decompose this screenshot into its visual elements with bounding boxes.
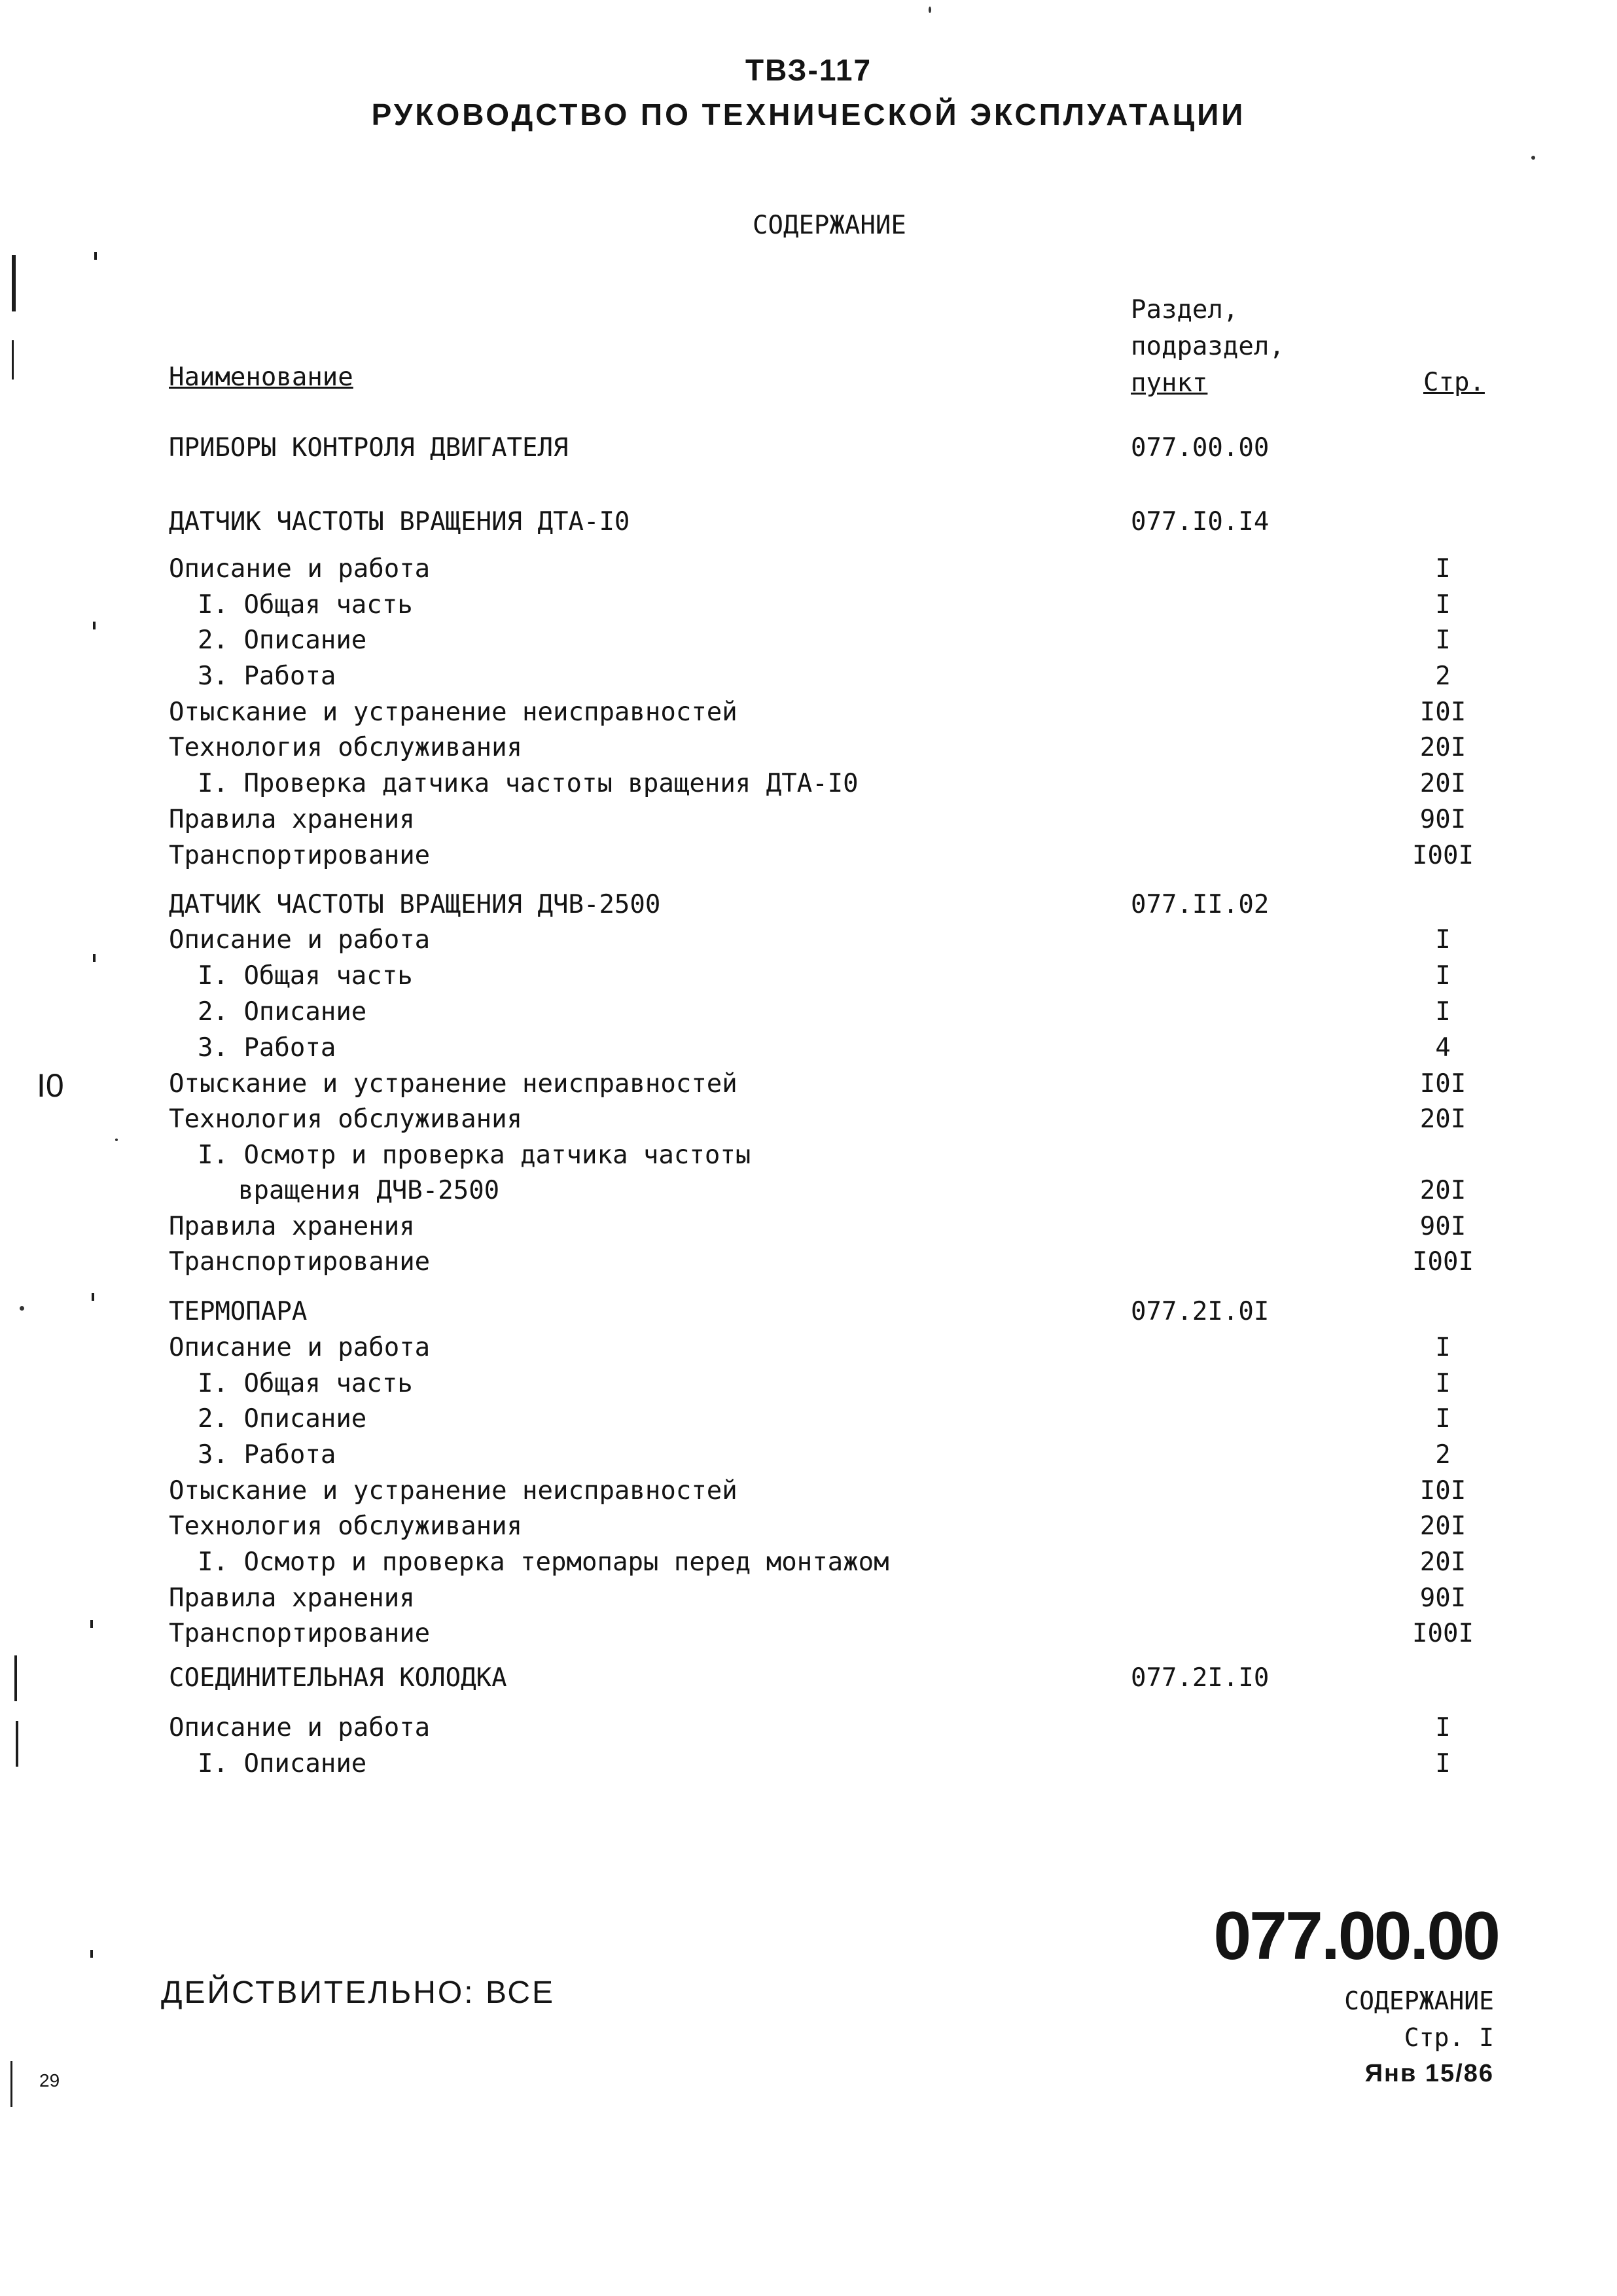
toc-row <box>0 925 1617 958</box>
toc-page: I0I <box>1419 1476 1466 1506</box>
toc-row <box>0 1069 1617 1102</box>
toc-page: I <box>1435 997 1451 1027</box>
toc-row <box>0 1297 1617 1330</box>
toc-title: I. Общая часть <box>198 1369 413 1398</box>
scan-edge-mark <box>12 340 14 380</box>
toc-page: 2 <box>1435 662 1451 691</box>
toc-row <box>0 433 1617 466</box>
toc-page: I <box>1435 1369 1451 1398</box>
toc-title: I. Описание <box>198 1749 367 1778</box>
toc-row <box>0 769 1617 802</box>
toc-title: СОЕДИНИТЕЛЬНАЯ КОЛОДКА <box>169 1663 507 1693</box>
toc-title: 3. Работа <box>198 1033 336 1063</box>
toc-title: I. Общая часть <box>198 961 413 991</box>
toc-section: 077.00.00 <box>1131 433 1270 463</box>
toc-row <box>0 1619 1617 1651</box>
toc-page: I0I <box>1419 1069 1466 1099</box>
footer-page-label: Стр. I <box>1404 2023 1494 2052</box>
toc-section: 077.II.02 <box>1131 890 1270 919</box>
toc-page: I <box>1435 626 1451 655</box>
toc-row <box>0 1663 1617 1696</box>
toc-row <box>0 1176 1617 1209</box>
toc-title: 2. Описание <box>198 626 367 655</box>
toc-page: 4 <box>1435 1033 1451 1063</box>
toc-title: Отыскание и устранение неисправностей <box>169 1476 737 1506</box>
toc-row <box>0 1104 1617 1137</box>
toc-title: Правила хранения <box>169 1212 415 1241</box>
column-header-page: Стр. <box>1423 368 1485 397</box>
column-header-section-line1: Раздел, <box>1131 295 1239 325</box>
toc-row <box>0 662 1617 694</box>
toc-title: ДАТЧИК ЧАСТОТЫ ВРАЩЕНИЯ ДЧВ-2500 <box>169 890 661 919</box>
document-code: 077.00.00 <box>1213 1898 1499 1974</box>
scan-speck <box>92 1293 94 1301</box>
toc-row <box>0 1140 1617 1173</box>
toc-row <box>0 961 1617 994</box>
scan-edge-mark <box>16 1721 18 1767</box>
toc-title: Технология обслуживания <box>169 1104 523 1134</box>
toc-page: 20I <box>1419 733 1466 762</box>
toc-title: Описание и работа <box>169 925 431 955</box>
toc-title: Транспортирование <box>169 841 431 870</box>
toc-row <box>0 1212 1617 1245</box>
toc-title: Описание и работа <box>169 1333 431 1362</box>
toc-title: ДАТЧИК ЧАСТОТЫ ВРАЩЕНИЯ ДТА-I0 <box>169 507 630 537</box>
toc-title: I. Проверка датчика частоты вращения ДТА-I0 <box>198 769 859 798</box>
toc-title: Описание и работа <box>169 554 431 584</box>
toc-page: 20I <box>1419 769 1466 798</box>
toc-title: Отыскание и устранение неисправностей <box>169 698 737 727</box>
scan-speck <box>90 1620 93 1628</box>
scan-speck <box>94 252 97 260</box>
toc-row <box>0 590 1617 623</box>
toc-page: I00I <box>1412 1619 1474 1648</box>
toc-page: I <box>1435 590 1451 620</box>
toc-page: I0I <box>1419 698 1466 727</box>
toc-page: I <box>1435 1713 1451 1742</box>
toc-row <box>0 733 1617 766</box>
toc-title: 3. Работа <box>198 1440 336 1470</box>
toc-title: I. Осмотр и проверка датчика частоты <box>198 1140 751 1170</box>
footer-section-name: СОДЕРЖАНИЕ <box>1344 1987 1494 2015</box>
toc-title: 2. Описание <box>198 1404 367 1434</box>
document-model: ТВЗ-117 <box>745 53 872 87</box>
toc-page: 90I <box>1419 1212 1466 1241</box>
toc-row <box>0 890 1617 923</box>
toc-row <box>0 1247 1617 1280</box>
toc-row <box>0 1404 1617 1437</box>
toc-title: вращения ДЧВ-2500 <box>238 1176 500 1205</box>
toc-title: ПРИБОРЫ КОНТРОЛЯ ДВИГАТЕЛЯ <box>169 433 569 463</box>
toc-row <box>0 1511 1617 1544</box>
scan-speck <box>20 1306 24 1311</box>
toc-page: I <box>1435 554 1451 584</box>
toc-row <box>0 1476 1617 1509</box>
toc-page: I00I <box>1412 1247 1474 1277</box>
toc-row <box>0 1713 1617 1746</box>
toc-title: I. Общая часть <box>198 590 413 620</box>
toc-row <box>0 554 1617 587</box>
toc-row <box>0 1440 1617 1473</box>
toc-title: Правила хранения <box>169 805 415 834</box>
toc-page: I00I <box>1412 841 1474 870</box>
column-header-section <box>1131 292 1285 402</box>
toc-page: 20I <box>1419 1104 1466 1134</box>
toc-row <box>0 626 1617 658</box>
toc-row <box>0 698 1617 730</box>
scan-speck <box>115 1139 118 1141</box>
footer-date: Янв 15/86 <box>1364 2060 1494 2087</box>
toc-row <box>0 1547 1617 1580</box>
margin-side-number: I0 <box>37 1067 64 1104</box>
toc-row <box>0 1749 1617 1782</box>
toc-row <box>0 507 1617 540</box>
scan-edge-mark <box>12 255 16 311</box>
scan-edge-mark <box>10 2061 12 2107</box>
toc-page: 20I <box>1419 1176 1466 1205</box>
toc-title: Технология обслуживания <box>169 733 523 762</box>
toc-page: 20I <box>1419 1547 1466 1577</box>
toc-row <box>0 997 1617 1030</box>
toc-page: 90I <box>1419 805 1466 834</box>
toc-page: I <box>1435 1404 1451 1434</box>
toc-page: I <box>1435 1749 1451 1778</box>
toc-title: Технология обслуживания <box>169 1511 523 1541</box>
scan-speck <box>1531 156 1535 160</box>
scan-speck <box>93 954 96 962</box>
toc-title: Правила хранения <box>169 1583 415 1613</box>
scan-speck <box>929 7 931 13</box>
toc-page: 2 <box>1435 1440 1451 1470</box>
toc-page: I <box>1435 1333 1451 1362</box>
toc-page: I <box>1435 925 1451 955</box>
toc-section: 077.2I.I0 <box>1131 1663 1270 1693</box>
toc-section: 077.2I.0I <box>1131 1297 1270 1326</box>
toc-row <box>0 805 1617 838</box>
toc-page: 20I <box>1419 1511 1466 1541</box>
manual-title: РУКОВОДСТВО ПО ТЕХНИЧЕСКОЙ ЭКСПЛУАТАЦИИ <box>371 97 1246 132</box>
scan-speck <box>93 622 96 629</box>
toc-title: 3. Работа <box>198 662 336 691</box>
margin-sheet-number: 29 <box>39 2070 60 2091</box>
toc-row <box>0 1369 1617 1402</box>
toc-title: Отыскание и устранение неисправностей <box>169 1069 737 1099</box>
toc-title: Транспортирование <box>169 1619 431 1648</box>
toc-section: 077.I0.I4 <box>1131 507 1270 537</box>
scan-edge-mark <box>14 1655 17 1701</box>
column-header-section-line2: подраздел, <box>1131 332 1285 361</box>
toc-title: 2. Описание <box>198 997 367 1027</box>
toc-title: ТЕРМОПАРА <box>169 1297 308 1326</box>
toc-title: Транспортирование <box>169 1247 431 1277</box>
validity-note: ДЕЙСТВИТЕЛЬНО: ВСЕ <box>161 1975 556 2010</box>
column-header-section-line3: пункт <box>1131 368 1208 398</box>
toc-row <box>0 1333 1617 1366</box>
toc-row <box>0 841 1617 874</box>
contents-title: СОДЕРЖАНИЕ <box>753 211 906 240</box>
toc-row <box>0 1583 1617 1616</box>
toc-page: 90I <box>1419 1583 1466 1613</box>
toc-row <box>0 1033 1617 1066</box>
toc-page: I <box>1435 961 1451 991</box>
toc-title: I. Осмотр и проверка термопары перед монтажом <box>198 1547 889 1577</box>
column-header-name: Наименование <box>169 362 353 392</box>
scan-speck <box>90 1950 93 1958</box>
toc-title: Описание и работа <box>169 1713 431 1742</box>
